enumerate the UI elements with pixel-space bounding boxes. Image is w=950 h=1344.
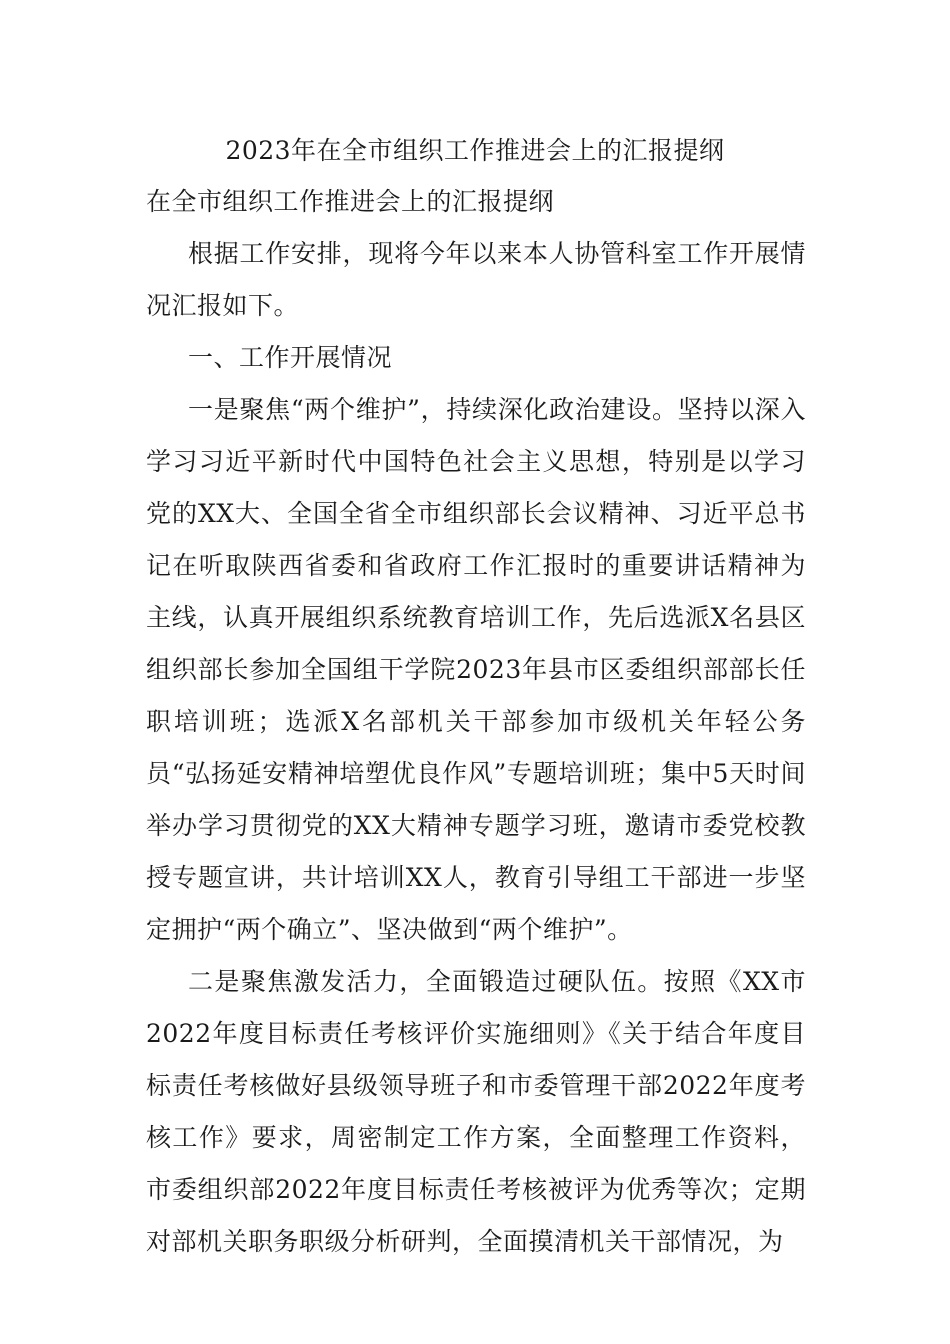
intro-paragraph: 根据工作安排，现将今年以来本人协管科室工作开展情况汇报如下。 xyxy=(146,239,806,320)
section-heading: 一、工作开展情况 xyxy=(188,343,393,372)
body-paragraph: 一是聚焦“两个维护”，持续深化政治建设。坚持以深入学习习近平新时代中国特色社会主义思想，特别是以学习党的XX大、全国全省全市组织部长会议精神、习近平总书记在听取陕西省委和省政府工作汇报时的重要讲话精神为主线，认真开展组织系统教育培训工作，先后选派X名县区组织部长参加全国组干学院2023年县市区委组织部部长任职培训班；选派X名部机关干部参加市级机关年轻公务员“弘扬延安精神培塑优良作风”专题培训班；集中5天时间举办学习贯彻党的XX大精神专题学习班，邀请市委党校教授专题宣讲，共计培训XX人，教育引导组工干部进一步坚定拥护“两个确立”、坚决做到“两个维护”。 xyxy=(146,395,806,944)
document-subtitle: 在全市组织工作推进会上的汇报提纲 xyxy=(146,187,555,216)
body-paragraph: 二是聚焦激发活力，全面锻造过硬队伍。按照《XX市2022年度目标责任考核评价实施细则》《关于结合年度目标责任考核做好县级领导班子和市委管理干部2022年度考核工作》要求，周密制定工作方案，全面整理工作资料，市委组织部2022年度目标责任考核被评为优秀等次；定期对部机关职务职级分析研判，全面摸清机关干部情况，为 xyxy=(146,967,806,1256)
document-title: 2023年在全市组织工作推进会上的汇报提纲 xyxy=(225,136,725,165)
document-body xyxy=(146,228,806,1268)
